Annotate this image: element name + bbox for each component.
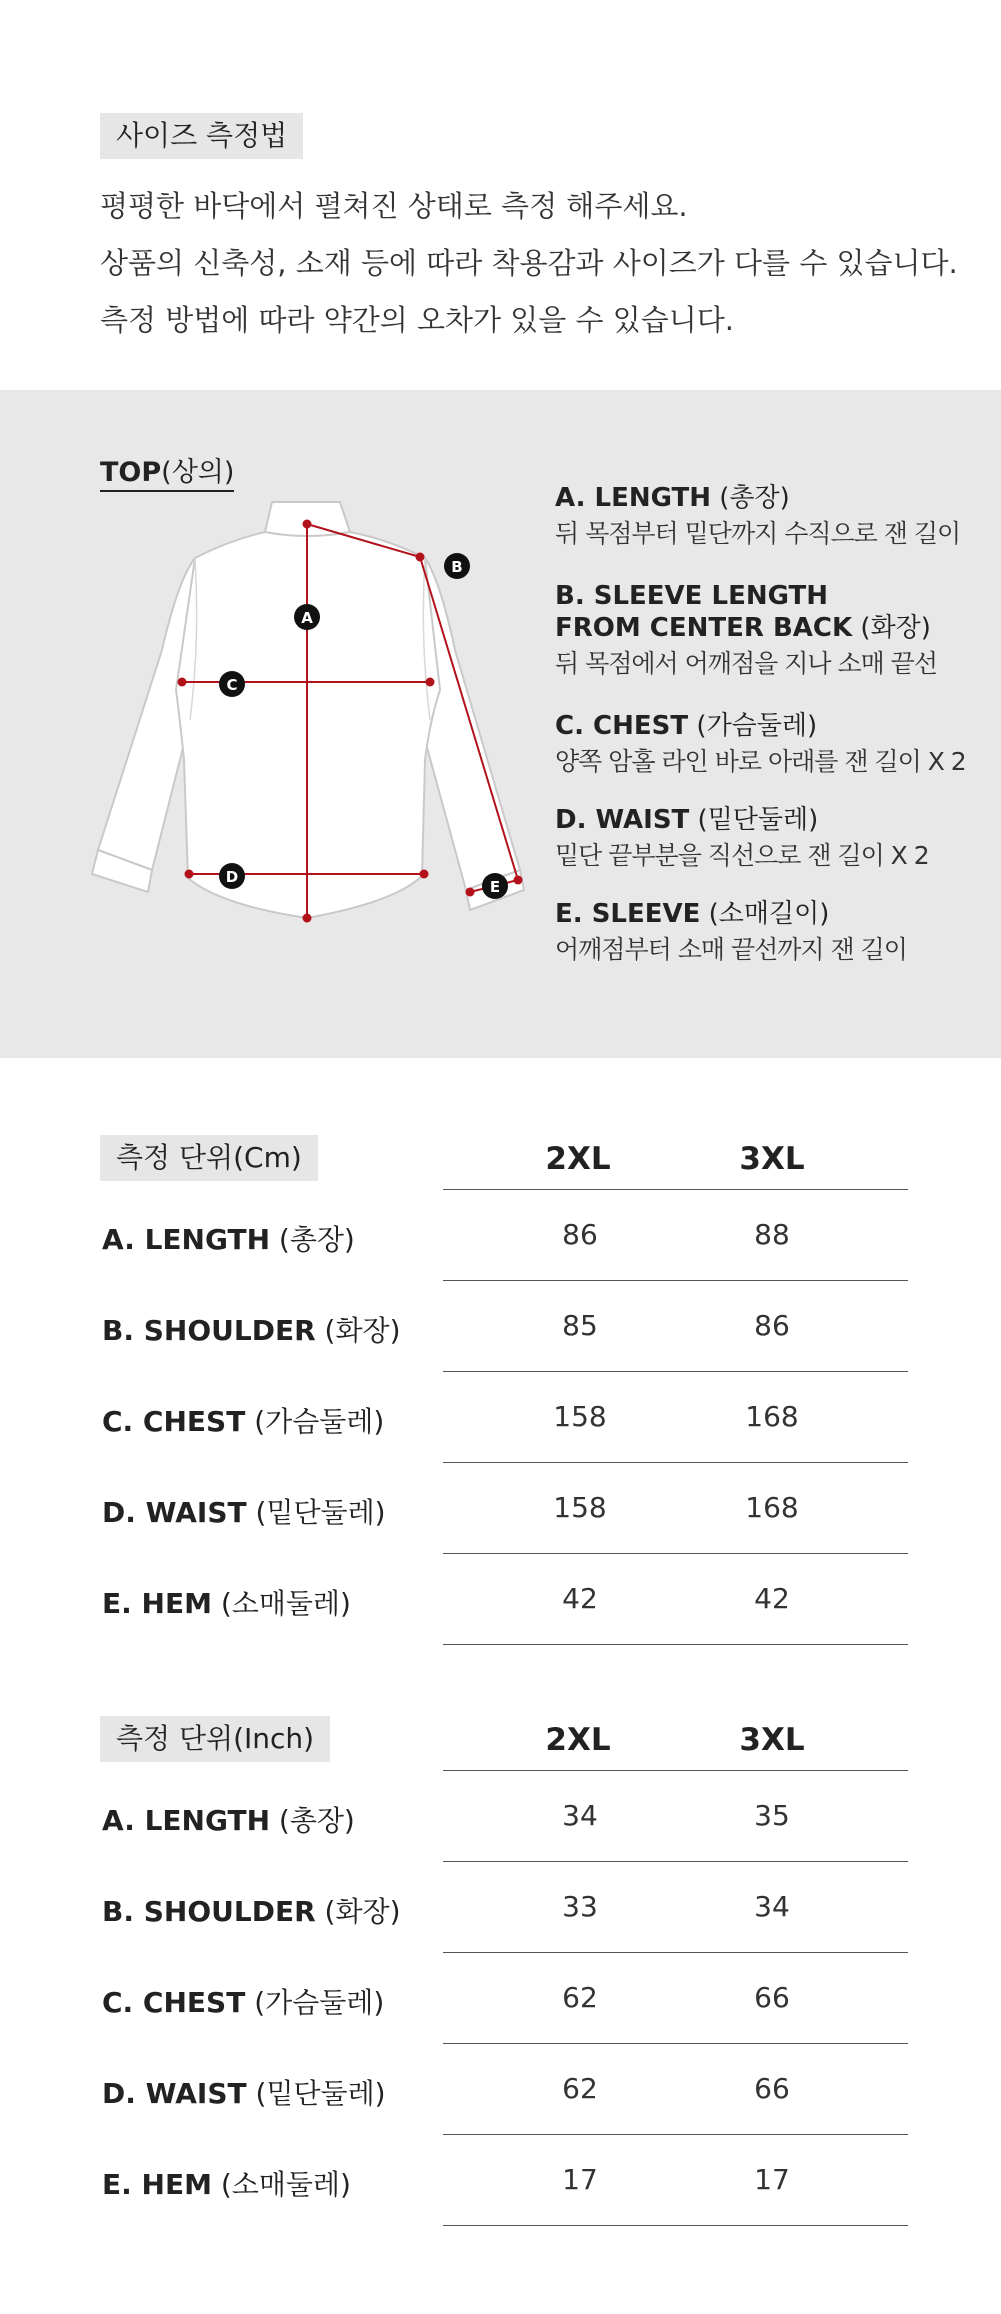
size-column-header: 2XL bbox=[545, 1141, 611, 1177]
guide-item-title: E. SLEEVE bbox=[555, 899, 701, 929]
row-label-ko: (소매둘레) bbox=[220, 1587, 351, 1620]
top-label-en: TOP bbox=[100, 457, 162, 488]
svg-text:C: C bbox=[226, 676, 238, 694]
unit-tag: 측정 단위(Inch) bbox=[100, 1716, 330, 1762]
guide-item-title: B. SLEEVE LENGTH bbox=[555, 581, 828, 611]
table-cell: 34 bbox=[754, 1890, 790, 1923]
table-cell: 86 bbox=[562, 1218, 598, 1251]
table-cell: 168 bbox=[745, 1491, 799, 1524]
guide-item-desc: 뒤 목점부터 밑단까지 수직으로 잰 길이 bbox=[555, 519, 961, 548]
divider bbox=[443, 1644, 908, 1645]
marker-b bbox=[444, 553, 470, 579]
intro-line: 상품의 신축성, 소재 등에 따라 착용감과 사이즈가 다를 수 있습니다. bbox=[100, 246, 958, 280]
table-cell: 33 bbox=[562, 1890, 598, 1923]
row-label-ko: (밑단둘레) bbox=[255, 1496, 386, 1529]
size-column-header: 3XL bbox=[739, 1141, 805, 1177]
divider bbox=[443, 1189, 908, 1190]
row-label-en: C. CHEST bbox=[102, 1986, 246, 2019]
guide-item-title-line2: FROM CENTER BACK bbox=[555, 613, 853, 643]
guide-item-title-ko: (소매길이) bbox=[708, 899, 830, 929]
divider bbox=[443, 1280, 908, 1281]
intro-section bbox=[0, 0, 1001, 390]
guide-item-length bbox=[555, 482, 975, 550]
guide-item-chest bbox=[555, 710, 975, 778]
divider bbox=[443, 1770, 908, 1771]
row-label-en: D. WAIST bbox=[102, 2077, 247, 2110]
shirt-diagram bbox=[0, 390, 540, 1058]
svg-text:E: E bbox=[489, 878, 501, 896]
top-label-ko: (상의) bbox=[161, 457, 235, 488]
row-label-en: E. HEM bbox=[102, 1587, 212, 1620]
row-label-ko: (소매둘레) bbox=[220, 2168, 351, 2201]
guide-item-title-ko: (밑단둘레) bbox=[697, 805, 819, 835]
row-label-ko: (총장) bbox=[278, 1804, 355, 1837]
guide-item-desc: 양쪽 암홀 라인 바로 아래를 잰 길이 X 2 bbox=[555, 747, 966, 776]
guide-item-title: C. CHEST bbox=[555, 711, 689, 741]
row-label-ko: (총장) bbox=[278, 1223, 355, 1256]
table-cell: 62 bbox=[562, 2072, 598, 2105]
divider bbox=[443, 1952, 908, 1953]
row-label-en: B. SHOULDER bbox=[102, 1314, 316, 1347]
table-cell: 158 bbox=[553, 1400, 607, 1433]
table-cell: 42 bbox=[562, 1582, 598, 1615]
guide-item-title-ko: (화장) bbox=[860, 613, 931, 643]
measurement-guide-panel bbox=[0, 390, 1001, 1058]
row-label-ko: (가슴둘레) bbox=[254, 1986, 385, 2019]
marker-e bbox=[482, 873, 508, 899]
row-label-ko: (밑단둘레) bbox=[255, 2077, 386, 2110]
table-cell: 85 bbox=[562, 1309, 598, 1342]
table-cell: 88 bbox=[754, 1218, 790, 1251]
row-label-en: E. HEM bbox=[102, 2168, 212, 2201]
guide-item-sleeve bbox=[555, 898, 975, 966]
unit-tag: 측정 단위(Cm) bbox=[100, 1135, 318, 1181]
guide-item-title-ko: (가슴둘레) bbox=[696, 711, 818, 741]
divider bbox=[443, 1553, 908, 1554]
row-label-en: C. CHEST bbox=[102, 1405, 246, 1438]
marker-a bbox=[294, 604, 320, 630]
guide-item-desc: 어깨점부터 소매 끝선까지 잰 길이 bbox=[555, 935, 907, 964]
divider bbox=[443, 2043, 908, 2044]
table-cell: 34 bbox=[562, 1799, 598, 1832]
guide-item-title-ko: (총장) bbox=[719, 483, 790, 513]
size-column-header: 3XL bbox=[739, 1722, 805, 1758]
divider bbox=[443, 1371, 908, 1372]
table-cell: 17 bbox=[562, 2163, 598, 2196]
marker-c bbox=[219, 671, 245, 697]
intro-line: 측정 방법에 따라 약간의 오차가 있을 수 있습니다. bbox=[100, 303, 735, 337]
guide-item-waist bbox=[555, 804, 975, 872]
marker-d bbox=[219, 863, 245, 889]
table-cell: 66 bbox=[754, 2072, 790, 2105]
row-label-en: D. WAIST bbox=[102, 1496, 247, 1529]
svg-text:B: B bbox=[451, 558, 463, 576]
table-cell: 168 bbox=[745, 1400, 799, 1433]
svg-text:A: A bbox=[301, 609, 313, 627]
guide-item-title: A. LENGTH bbox=[555, 483, 711, 513]
row-label-ko: (가슴둘레) bbox=[254, 1405, 385, 1438]
divider bbox=[443, 1462, 908, 1463]
guide-item-desc: 뒤 목점에서 어깨점을 지나 소매 끝선 bbox=[555, 649, 937, 678]
guide-item-title: D. WAIST bbox=[555, 805, 690, 835]
table-cell: 86 bbox=[754, 1309, 790, 1342]
row-label-en: A. LENGTH bbox=[102, 1804, 270, 1837]
row-label-ko: (화장) bbox=[324, 1314, 401, 1347]
table-cell: 158 bbox=[553, 1491, 607, 1524]
row-label-ko: (화장) bbox=[324, 1895, 401, 1928]
row-label-en: A. LENGTH bbox=[102, 1223, 270, 1256]
divider bbox=[443, 2225, 908, 2226]
svg-text:D: D bbox=[225, 868, 239, 886]
intro-line: 평평한 바닥에서 펼쳐진 상태로 측정 해주세요. bbox=[100, 189, 688, 223]
table-cell: 35 bbox=[754, 1799, 790, 1832]
table-cell: 62 bbox=[562, 1981, 598, 2014]
measure-guide-tag: 사이즈 측정법 bbox=[100, 113, 303, 159]
row-label-en: B. SHOULDER bbox=[102, 1895, 316, 1928]
divider bbox=[443, 2134, 908, 2135]
table-cell: 66 bbox=[754, 1981, 790, 2014]
guide-item-desc: 밑단 끝부분을 직선으로 잰 길이 X 2 bbox=[555, 841, 929, 870]
table-cell: 17 bbox=[754, 2163, 790, 2196]
guide-item-sleeve-length bbox=[555, 580, 975, 680]
size-column-header: 2XL bbox=[545, 1722, 611, 1758]
divider bbox=[443, 1861, 908, 1862]
table-cell: 42 bbox=[754, 1582, 790, 1615]
